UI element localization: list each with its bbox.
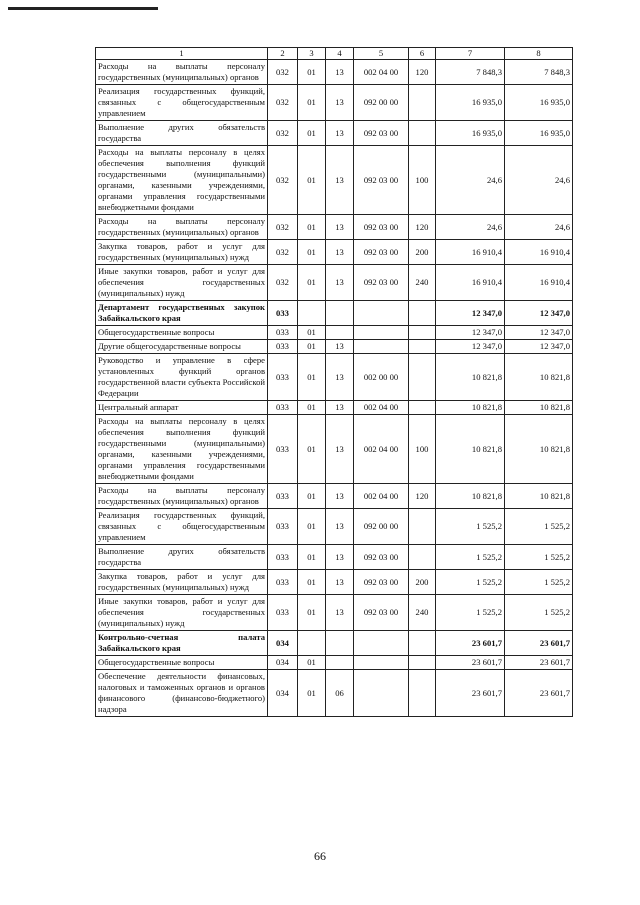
chapter-code: 032: [268, 85, 298, 121]
target-article: 092 00 00: [354, 509, 409, 545]
amount-col7: 7 848,3: [436, 60, 505, 85]
amount-col8: 23 601,7: [505, 670, 573, 717]
chapter-code: 033: [268, 401, 298, 415]
row-name: Департамент государственных закупок Забайкальского края: [96, 301, 268, 326]
section-code: 01: [298, 60, 326, 85]
amount-col7: 23 601,7: [436, 631, 505, 656]
table-row: [96, 401, 573, 415]
header-cell: 1: [96, 48, 268, 60]
amount-col7: 12 347,0: [436, 340, 505, 354]
budget-table-container: [95, 47, 572, 717]
amount-col8: 10 821,8: [505, 354, 573, 401]
row-name: Обеспечение деятельности финансовых, налоговых и таможенных органов и органов финансового (финансово-бюджетного) надзора: [96, 670, 268, 717]
chapter-code: 034: [268, 670, 298, 717]
amount-col7: 10 821,8: [436, 415, 505, 484]
target-article: 002 00 00: [354, 354, 409, 401]
row-name: Иные закупки товаров, работ и услуг для обеспечения государственных (муниципальных) нужд: [96, 595, 268, 631]
row-name: Закупка товаров, работ и услуг для государственных (муниципальных) нужд: [96, 570, 268, 595]
section-code: 01: [298, 215, 326, 240]
section-code: [298, 631, 326, 656]
target-article: 092 03 00: [354, 215, 409, 240]
subsection-code: 13: [326, 121, 354, 146]
section-code: 01: [298, 340, 326, 354]
table-header: [96, 48, 573, 60]
row-name: Реализация государственных функций, связанных с общегосударственным управлением: [96, 85, 268, 121]
row-name: Руководство и управление в сфере установленных функций органов государственной власти субъекта Российской Федерации: [96, 354, 268, 401]
header-cell: 5: [354, 48, 409, 60]
chapter-code: 033: [268, 340, 298, 354]
section-code: 01: [298, 146, 326, 215]
expense-type: 120: [409, 484, 436, 509]
amount-col7: 16 935,0: [436, 121, 505, 146]
amount-col7: 10 821,8: [436, 354, 505, 401]
section-code: 01: [298, 265, 326, 301]
amount-col7: 1 525,2: [436, 595, 505, 631]
expense-type: [409, 301, 436, 326]
table-row: [96, 570, 573, 595]
amount-col8: 24,6: [505, 215, 573, 240]
subsection-code: 13: [326, 265, 354, 301]
amount-col7: 1 525,2: [436, 509, 505, 545]
expense-type: 240: [409, 265, 436, 301]
expense-type: [409, 85, 436, 121]
chapter-code: 033: [268, 509, 298, 545]
amount-col8: 12 347,0: [505, 326, 573, 340]
section-code: 01: [298, 509, 326, 545]
subsection-code: 13: [326, 215, 354, 240]
amount-col7: 1 525,2: [436, 570, 505, 595]
page-number: 66: [314, 849, 326, 863]
amount-col8: 23 601,7: [505, 656, 573, 670]
subsection-code: 13: [326, 340, 354, 354]
target-article: 002 04 00: [354, 60, 409, 85]
section-code: 01: [298, 415, 326, 484]
target-article: [354, 340, 409, 354]
row-name: Расходы на выплаты персоналу государственных (муниципальных) органов: [96, 215, 268, 240]
section-code: 01: [298, 121, 326, 146]
target-article: [354, 326, 409, 340]
chapter-code: 034: [268, 631, 298, 656]
table-row: [96, 545, 573, 570]
expense-type: 100: [409, 415, 436, 484]
row-name: Контрольно-счетная палата Забайкальского края: [96, 631, 268, 656]
row-name: Центральный аппарат: [96, 401, 268, 415]
subsection-code: 13: [326, 60, 354, 85]
chapter-code: 032: [268, 121, 298, 146]
header-cell: 4: [326, 48, 354, 60]
table-row: [96, 340, 573, 354]
chapter-code: 032: [268, 146, 298, 215]
subsection-code: 13: [326, 401, 354, 415]
chapter-code: 032: [268, 240, 298, 265]
target-article: 002 04 00: [354, 484, 409, 509]
target-article: 092 03 00: [354, 595, 409, 631]
expense-type: [409, 326, 436, 340]
subsection-code: 13: [326, 240, 354, 265]
table-row: [96, 656, 573, 670]
expense-type: [409, 121, 436, 146]
table-row: [96, 415, 573, 484]
row-name: Выполнение других обязательств государства: [96, 545, 268, 570]
expense-type: 120: [409, 60, 436, 85]
target-article: 092 03 00: [354, 570, 409, 595]
chapter-code: 032: [268, 265, 298, 301]
chapter-code: 033: [268, 326, 298, 340]
amount-col7: 16 910,4: [436, 240, 505, 265]
section-code: 01: [298, 670, 326, 717]
expense-type: [409, 656, 436, 670]
target-article: [354, 656, 409, 670]
amount-col8: 24,6: [505, 146, 573, 215]
amount-col7: 16 935,0: [436, 85, 505, 121]
header-cell: 7: [436, 48, 505, 60]
target-article: 092 03 00: [354, 265, 409, 301]
header-cell: 8: [505, 48, 573, 60]
amount-col8: 16 935,0: [505, 85, 573, 121]
amount-col8: 1 525,2: [505, 570, 573, 595]
table-row: [96, 146, 573, 215]
row-name: Реализация государственных функций, связанных с общегосударственным управлением: [96, 509, 268, 545]
expense-type: [409, 340, 436, 354]
row-name: Расходы на выплаты персоналу в целях обеспечения выполнения функций государственными (муниципальными) органами, казенными учреждениями, органами управления государственными внебюджетными фондами: [96, 146, 268, 215]
section-code: [298, 301, 326, 326]
chapter-code: 034: [268, 656, 298, 670]
row-name: Общегосударственные вопросы: [96, 326, 268, 340]
amount-col8: 12 347,0: [505, 301, 573, 326]
table-row: [96, 354, 573, 401]
subsection-code: 06: [326, 670, 354, 717]
amount-col8: 1 525,2: [505, 595, 573, 631]
chapter-code: 033: [268, 595, 298, 631]
expense-type: [409, 509, 436, 545]
row-name: Закупка товаров, работ и услуг для государственных (муниципальных) нужд: [96, 240, 268, 265]
budget-table: [95, 47, 573, 717]
amount-col7: 12 347,0: [436, 326, 505, 340]
subsection-code: 13: [326, 595, 354, 631]
table-row: [96, 326, 573, 340]
target-article: 092 03 00: [354, 121, 409, 146]
target-article: 002 04 00: [354, 415, 409, 484]
target-article: 002 04 00: [354, 401, 409, 415]
amount-col8: 1 525,2: [505, 545, 573, 570]
amount-col7: 10 821,8: [436, 484, 505, 509]
amount-col8: 16 910,4: [505, 240, 573, 265]
chapter-code: 033: [268, 301, 298, 326]
expense-type: [409, 401, 436, 415]
amount-col7: 16 910,4: [436, 265, 505, 301]
table-row: [96, 85, 573, 121]
amount-col7: 1 525,2: [436, 545, 505, 570]
table-row: [96, 509, 573, 545]
amount-col7: 24,6: [436, 215, 505, 240]
row-name: Расходы на выплаты персоналу в целях обеспечения выполнения функций государственными (муниципальными) органами, казенными учреждениями, органами управления государственными внебюджетными фондами: [96, 415, 268, 484]
row-name: Другие общегосударственные вопросы: [96, 340, 268, 354]
section-code: 01: [298, 354, 326, 401]
subsection-code: [326, 301, 354, 326]
amount-col8: 10 821,8: [505, 401, 573, 415]
row-name: Расходы на выплаты персоналу государственных (муниципальных) органов: [96, 484, 268, 509]
header-cell: 3: [298, 48, 326, 60]
amount-col8: 16 935,0: [505, 121, 573, 146]
table-row: [96, 595, 573, 631]
row-name: Иные закупки товаров, работ и услуг для обеспечения государственных (муниципальных) нужд: [96, 265, 268, 301]
amount-col8: 10 821,8: [505, 415, 573, 484]
amount-col8: 10 821,8: [505, 484, 573, 509]
row-name: Выполнение других обязательств государства: [96, 121, 268, 146]
subsection-code: 13: [326, 570, 354, 595]
header-cell: 6: [409, 48, 436, 60]
table-row: [96, 265, 573, 301]
chapter-code: 033: [268, 415, 298, 484]
target-article: [354, 670, 409, 717]
subsection-code: 13: [326, 146, 354, 215]
row-name: Расходы на выплаты персоналу государственных (муниципальных) органов: [96, 60, 268, 85]
target-article: 092 03 00: [354, 240, 409, 265]
chapter-code: 032: [268, 215, 298, 240]
table-row: [96, 301, 573, 326]
table-row: [96, 121, 573, 146]
section-code: 01: [298, 595, 326, 631]
target-article: 092 00 00: [354, 85, 409, 121]
row-name: Общегосударственные вопросы: [96, 656, 268, 670]
section-code: 01: [298, 401, 326, 415]
section-code: 01: [298, 484, 326, 509]
expense-type: [409, 670, 436, 717]
expense-type: 200: [409, 570, 436, 595]
expense-type: [409, 354, 436, 401]
target-article: [354, 301, 409, 326]
section-code: 01: [298, 240, 326, 265]
subsection-code: [326, 326, 354, 340]
subsection-code: [326, 656, 354, 670]
amount-col8: 23 601,7: [505, 631, 573, 656]
amount-col7: 23 601,7: [436, 656, 505, 670]
subsection-code: 13: [326, 415, 354, 484]
section-code: 01: [298, 570, 326, 595]
subsection-code: 13: [326, 484, 354, 509]
amount-col7: 23 601,7: [436, 670, 505, 717]
table-row: [96, 670, 573, 717]
table-row: [96, 215, 573, 240]
target-article: [354, 631, 409, 656]
expense-type: [409, 631, 436, 656]
subsection-code: 13: [326, 85, 354, 121]
chapter-code: 033: [268, 484, 298, 509]
target-article: 092 03 00: [354, 545, 409, 570]
subsection-code: 13: [326, 354, 354, 401]
chapter-code: 033: [268, 354, 298, 401]
amount-col8: 12 347,0: [505, 340, 573, 354]
expense-type: [409, 545, 436, 570]
amount-col8: 1 525,2: [505, 509, 573, 545]
table-body: [96, 60, 573, 717]
section-code: 01: [298, 545, 326, 570]
section-code: 01: [298, 656, 326, 670]
amount-col7: 10 821,8: [436, 401, 505, 415]
expense-type: 200: [409, 240, 436, 265]
chapter-code: 033: [268, 545, 298, 570]
top-rule: [8, 7, 158, 10]
expense-type: 120: [409, 215, 436, 240]
chapter-code: 033: [268, 570, 298, 595]
amount-col8: 7 848,3: [505, 60, 573, 85]
subsection-code: 13: [326, 509, 354, 545]
section-code: 01: [298, 326, 326, 340]
section-code: 01: [298, 85, 326, 121]
expense-type: 240: [409, 595, 436, 631]
amount-col7: 24,6: [436, 146, 505, 215]
header-cell: 2: [268, 48, 298, 60]
table-row: [96, 60, 573, 85]
target-article: 092 03 00: [354, 146, 409, 215]
subsection-code: [326, 631, 354, 656]
amount-col7: 12 347,0: [436, 301, 505, 326]
table-row: [96, 484, 573, 509]
expense-type: 100: [409, 146, 436, 215]
table-row: [96, 240, 573, 265]
amount-col8: 16 910,4: [505, 265, 573, 301]
subsection-code: 13: [326, 545, 354, 570]
table-row: [96, 631, 573, 656]
chapter-code: 032: [268, 60, 298, 85]
